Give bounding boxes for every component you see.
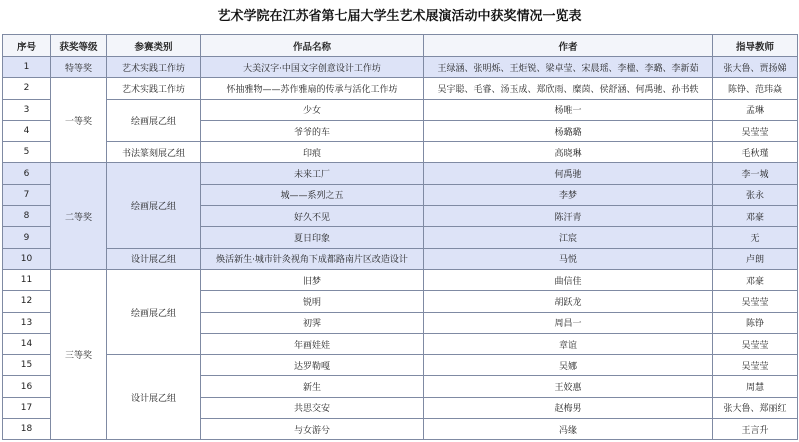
cell-authors: 江宸 <box>424 227 713 248</box>
cell-no: 12 <box>3 291 51 312</box>
cell-advisor: 吴莹莹 <box>713 333 798 354</box>
cell-no: 13 <box>3 312 51 333</box>
cell-category: 书法篆刻展乙组 <box>107 142 201 163</box>
cell-authors: 吴娜 <box>424 355 713 376</box>
cell-category: 艺术实践工作坊 <box>107 78 201 99</box>
cell-authors: 章谊 <box>424 333 713 354</box>
cell-no: 18 <box>3 419 51 440</box>
cell-work: 少女 <box>201 99 424 120</box>
cell-advisor: 邓豪 <box>713 206 798 227</box>
cell-authors: 胡跃龙 <box>424 291 713 312</box>
cell-advisor: 王言升 <box>713 419 798 440</box>
cell-no: 8 <box>3 206 51 227</box>
cell-no: 3 <box>3 99 51 120</box>
cell-no: 4 <box>3 120 51 141</box>
cell-advisor: 吴莹莹 <box>713 355 798 376</box>
cell-work: 初霁 <box>201 312 424 333</box>
cell-authors: 李梦 <box>424 184 713 205</box>
cell-advisor: 无 <box>713 227 798 248</box>
header-authors: 作者 <box>424 35 713 57</box>
cell-authors: 吴宇聪、毛睿、汤玉成、郑欣雨、糜茵、侯舒涵、何禹驰、孙书轶 <box>424 78 713 99</box>
cell-authors: 王姣惠 <box>424 376 713 397</box>
header-work: 作品名称 <box>201 35 424 57</box>
cell-category: 设计展乙组 <box>107 355 201 440</box>
cell-no: 9 <box>3 227 51 248</box>
cell-advisor: 李一城 <box>713 163 798 184</box>
cell-level: 二等奖 <box>51 163 107 269</box>
cell-advisor: 卢朗 <box>713 248 798 269</box>
cell-no: 14 <box>3 333 51 354</box>
cell-no: 11 <box>3 269 51 290</box>
cell-work: 好久不见 <box>201 206 424 227</box>
header-category: 参赛类别 <box>107 35 201 57</box>
table-row <box>3 163 798 184</box>
cell-category: 设计展乙组 <box>107 248 201 269</box>
cell-advisor: 陈铮、范玮焱 <box>713 78 798 99</box>
cell-category: 艺术实践工作坊 <box>107 57 201 78</box>
cell-work: 爷爷的车 <box>201 120 424 141</box>
cell-no: 6 <box>3 163 51 184</box>
cell-advisor: 周慧 <box>713 376 798 397</box>
cell-authors: 王绿涵、张明烁、王炬锐、梁卓莹、宋晨瑶、李楹、李璐、李新茹 <box>424 57 713 78</box>
cell-category: 绘画展乙组 <box>107 163 201 248</box>
cell-work: 锐明 <box>201 291 424 312</box>
table-row <box>3 248 798 269</box>
cell-advisor: 邓豪 <box>713 269 798 290</box>
cell-no: 1 <box>3 57 51 78</box>
cell-authors: 杨唯一 <box>424 99 713 120</box>
cell-work: 年画娃娃 <box>201 333 424 354</box>
cell-work: 与女游兮 <box>201 419 424 440</box>
cell-level: 特等奖 <box>51 57 107 78</box>
table-row <box>3 99 798 120</box>
cell-advisor: 毛秋瑾 <box>713 142 798 163</box>
table-row <box>3 269 798 290</box>
cell-no: 2 <box>3 78 51 99</box>
cell-category: 绘画展乙组 <box>107 99 201 142</box>
cell-work: 焕活新生·城市针灸视角下成都路南片区改造设计 <box>201 248 424 269</box>
cell-work: 怀抽雅物——苏作雅扇的传承与活化工作坊 <box>201 78 424 99</box>
cell-advisor: 张永 <box>713 184 798 205</box>
cell-category: 绘画展乙组 <box>107 269 201 354</box>
cell-work: 旧梦 <box>201 269 424 290</box>
cell-advisor: 陈铮 <box>713 312 798 333</box>
cell-authors: 杨璐璐 <box>424 120 713 141</box>
table-row <box>3 355 798 376</box>
table-row <box>3 78 798 99</box>
cell-advisor: 吴莹莹 <box>713 120 798 141</box>
cell-no: 7 <box>3 184 51 205</box>
cell-work: 未来工厂 <box>201 163 424 184</box>
header-advisor: 指导教师 <box>713 35 798 57</box>
cell-work: 城——系列之五 <box>201 184 424 205</box>
cell-work: 新生 <box>201 376 424 397</box>
cell-work: 大美汉字·中国文字创意设计工作坊 <box>201 57 424 78</box>
table-row <box>3 57 798 78</box>
cell-no: 17 <box>3 397 51 418</box>
cell-authors: 何禹驰 <box>424 163 713 184</box>
header-no: 序号 <box>3 35 51 57</box>
header-level: 获奖等级 <box>51 35 107 57</box>
cell-authors: 马悦 <box>424 248 713 269</box>
cell-no: 5 <box>3 142 51 163</box>
cell-level: 一等奖 <box>51 78 107 163</box>
sheet-title: 艺术学院在江苏省第七届大学生艺术展演活动中获奖情况一览表 <box>217 9 582 24</box>
cell-authors: 周昌一 <box>424 312 713 333</box>
cell-work: 夏日印象 <box>201 227 424 248</box>
cell-no: 10 <box>3 248 51 269</box>
cell-work: 印痕 <box>201 142 424 163</box>
table-row <box>3 142 798 163</box>
cell-advisor: 孟琳 <box>713 99 798 120</box>
cell-no: 16 <box>3 376 51 397</box>
cell-authors: 高晓琳 <box>424 142 713 163</box>
cell-advisor: 吴莹莹 <box>713 291 798 312</box>
cell-authors: 陈汗青 <box>424 206 713 227</box>
cell-work: 达罗勒嘎 <box>201 355 424 376</box>
cell-authors: 曲信佳 <box>424 269 713 290</box>
cell-level: 三等奖 <box>51 269 107 439</box>
cell-authors: 冯缘 <box>424 419 713 440</box>
cell-no: 15 <box>3 355 51 376</box>
cell-authors: 赵梅男 <box>424 397 713 418</box>
cell-advisor: 张大鲁、郑丽红 <box>713 397 798 418</box>
awards-table <box>2 34 798 440</box>
cell-work: 共思交安 <box>201 397 424 418</box>
table-header-row <box>3 35 798 57</box>
cell-advisor: 张大鲁、贾扬娣 <box>713 57 798 78</box>
